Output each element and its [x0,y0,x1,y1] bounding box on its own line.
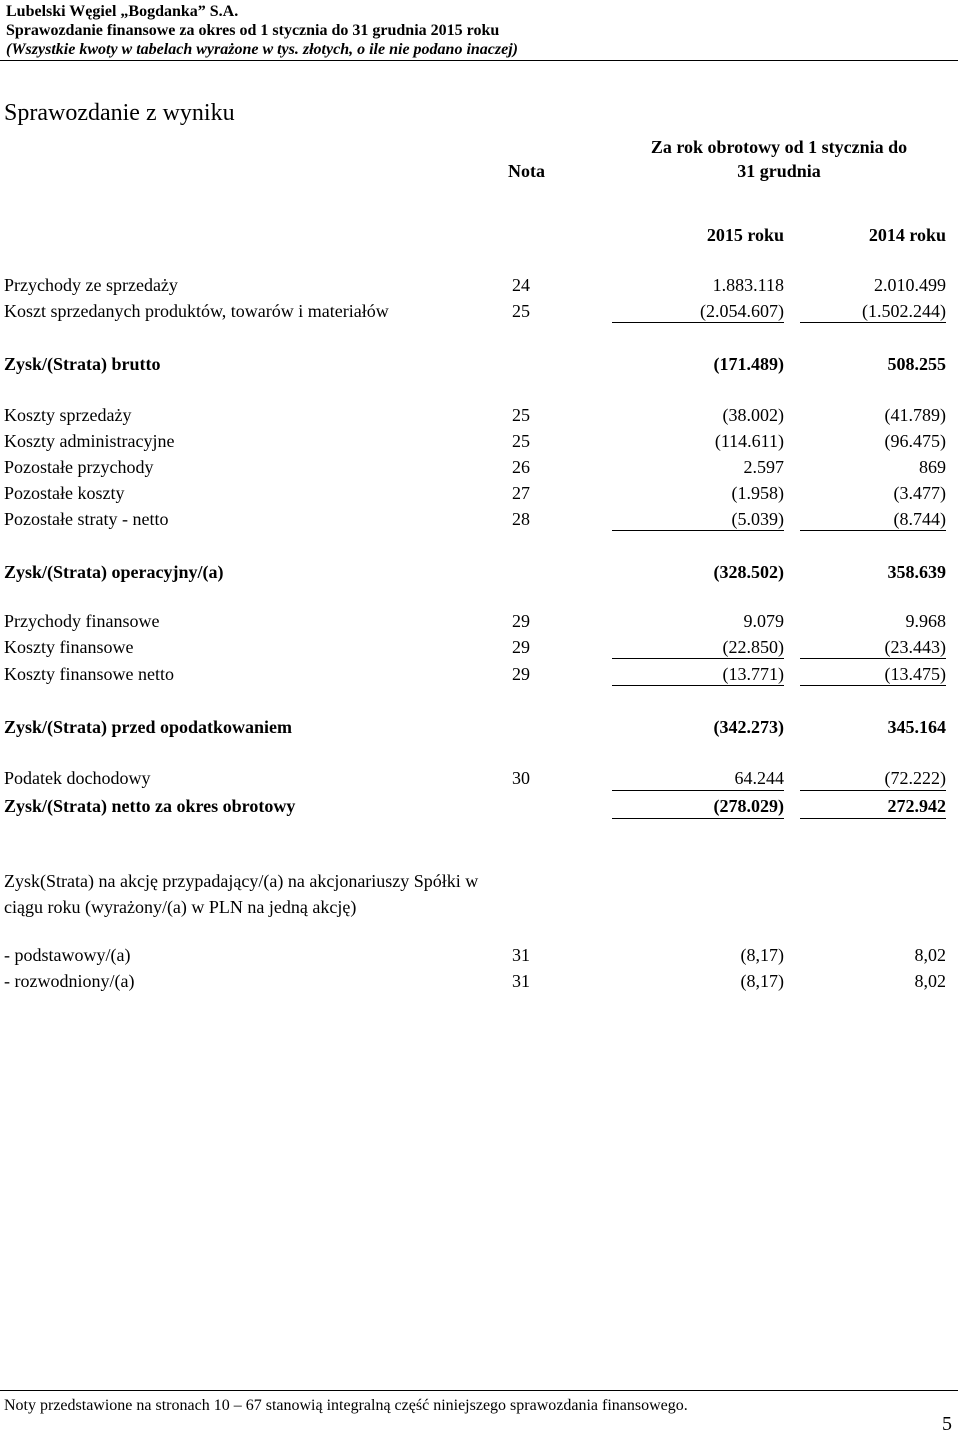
company-name: Lubelski Węgiel „Bogdanka” S.A. [6,3,239,20]
eps-row [0,944,960,970]
subtotal-rule [612,322,784,323]
footer-divider [0,1390,958,1391]
row-label: Podatek dochodowy [4,768,151,788]
row-value-2014: (3.477) [893,483,946,503]
row-value-2015: 64.244 [734,768,784,788]
eps-heading-line1: Zysk(Strata) na akcję przypadający/(a) na akcjonariuszy Spółki w [4,871,479,891]
row-value-2015: (278.029) [713,796,784,816]
total-rule [612,818,784,819]
row-nota: 31 [512,971,530,991]
row-value-2015: (13.771) [722,664,784,684]
column-header-period-line1: Za rok obrotowy od 1 stycznia do [650,137,908,157]
row-label: Pozostałe przychody [4,457,154,477]
row-nota: 29 [512,664,530,684]
subtotal-rule [800,530,946,531]
row-value-2014: 345.164 [887,717,946,737]
row-nota: 31 [512,945,530,965]
subtotal-row [0,353,960,379]
row-value-2015: (8,17) [740,971,784,991]
column-header-nota: Nota [508,161,545,181]
row-value-2014: (13.475) [884,664,946,684]
row-label: Zysk/(Strata) operacyjny/(a) [4,562,224,582]
row-value-2014: 9.968 [905,611,946,631]
subtotal-row [0,561,960,587]
row-nota: 29 [512,611,530,631]
table-row [0,404,960,430]
column-header-2015: 2015 roku [706,225,784,245]
table-row [0,456,960,482]
column-header-2014: 2014 roku [868,225,946,245]
row-value-2014: 358.639 [887,562,946,582]
row-value-2014: 272.942 [887,796,946,816]
row-value-2015: 1.883.118 [712,275,784,295]
row-nota: 28 [512,509,530,529]
subtotal-rule [612,658,784,659]
row-label: Przychody finansowe [4,611,160,631]
row-nota: 25 [512,301,530,321]
row-value-2015: (38.002) [722,405,784,425]
row-value-2014: (1.502.244) [862,301,946,321]
subtotal-rule [800,790,946,791]
table-row [0,430,960,456]
report-period: Sprawozdanie finansowe za okres od 1 stycznia do 31 grudnia 2015 roku [6,22,500,39]
row-value-2015: (1.958) [731,483,784,503]
table-row [0,482,960,508]
row-value-2015: 9.079 [743,611,784,631]
row-label: Zysk/(Strata) brutto [4,354,161,374]
row-nota: 30 [512,768,530,788]
document-header [6,2,958,59]
row-value-2015: 2.597 [743,457,784,477]
row-value-2015: (171.489) [713,354,784,374]
row-nota: 29 [512,637,530,657]
footer-note: Noty przedstawione na stronach 10 – 67 stanowią integralną część niniejszego sprawozdania finansowego. [4,1397,688,1414]
header-divider [0,60,958,61]
row-label: Zysk/(Strata) przed opodatkowaniem [4,717,293,737]
row-label: Koszty finansowe netto [4,664,174,684]
row-value-2015: (342.273) [713,717,784,737]
row-value-2015: (328.502) [713,562,784,582]
row-label: Pozostałe straty - netto [4,509,169,529]
row-label: Koszty sprzedaży [4,405,132,425]
row-value-2014: (41.789) [884,405,946,425]
eps-heading [4,868,564,920]
row-label: Koszty administracyjne [4,431,175,451]
page-number: 5 [942,1413,952,1435]
row-value-2015: (8,17) [740,945,784,965]
row-label: Pozostałe koszty [4,483,125,503]
subtotal-rule [612,530,784,531]
row-value-2014: (96.475) [884,431,946,451]
subtotal-row [0,716,960,742]
subtotal-rule [612,685,784,686]
row-label: Koszt sprzedanych produktów, towarów i materiałów [4,301,389,321]
row-label: Przychody ze sprzedaży [4,275,178,295]
row-nota: 25 [512,405,530,425]
currency-note: (Wszystkie kwoty w tabelach wyrażone w tys. złotych, o ile nie podano inaczej) [6,41,518,58]
row-nota: 25 [512,431,530,451]
row-value-2014: 8,02 [914,945,946,965]
row-value-2014: 508.255 [887,354,946,374]
row-value-2015: (22.850) [722,637,784,657]
row-value-2015: (5.039) [731,509,784,529]
total-rule [800,818,946,819]
eps-row [0,970,960,996]
row-nota: 26 [512,457,530,477]
row-value-2014: 869 [919,457,946,477]
row-value-2014: 8,02 [914,971,946,991]
row-value-2014: (8.744) [893,509,946,529]
page-title: Sprawozdanie z wyniku [4,100,235,126]
row-label: Zysk/(Strata) netto za okres obrotowy [4,796,296,816]
eps-heading-line2: ciągu roku (wyrażony/(a) w PLN na jedną akcję) [4,897,357,917]
row-label: - rozwodniony/(a) [4,971,135,991]
subtotal-rule [800,658,946,659]
subtotal-rule [612,790,784,791]
subtotal-rule [800,322,946,323]
subtotal-rule [800,685,946,686]
row-value-2015: (2.054.607) [700,301,784,321]
row-value-2014: (23.443) [884,637,946,657]
row-value-2014: 2.010.499 [874,275,946,295]
table-row [0,610,960,636]
row-nota: 27 [512,483,530,503]
row-value-2015: (114.611) [714,431,784,451]
table-row [0,274,960,300]
row-label: - podstawowy/(a) [4,945,131,965]
row-label: Koszty finansowe [4,637,134,657]
row-nota: 24 [512,275,530,295]
row-value-2014: (72.222) [884,768,946,788]
column-header-period-line2: 31 grudnia [737,161,821,181]
